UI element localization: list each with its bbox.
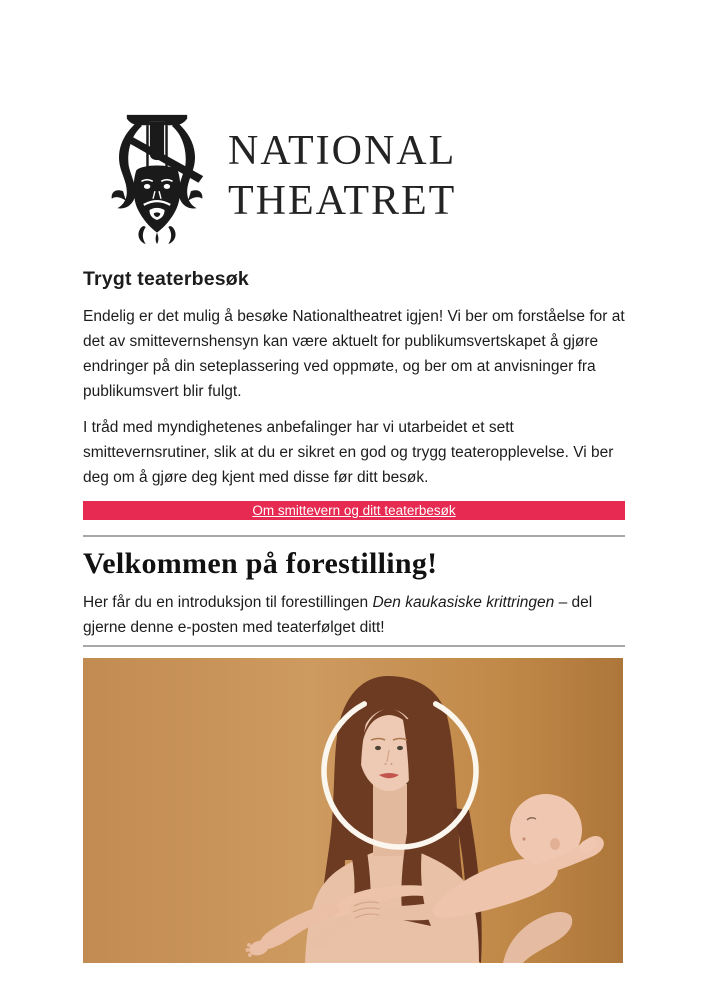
show-title: Den kaukasiske krittringen xyxy=(372,594,555,611)
performance-photo xyxy=(83,658,623,963)
nationaltheatret-mask-icon xyxy=(108,112,206,244)
smittevern-banner-link[interactable]: Om smittevern og ditt teaterbesøk xyxy=(83,501,625,520)
safe-visit-heading: Trygt teaterbesøk xyxy=(83,268,249,290)
welcome-heading: Velkommen på forestilling! xyxy=(83,547,438,580)
logo-line-1: NATIONAL xyxy=(228,128,457,174)
divider-top xyxy=(83,535,625,537)
logo-line-2: THEATRET xyxy=(228,178,457,224)
welcome-paragraph-post: – del gjerne denne e-posten med teaterfølget ditt! xyxy=(83,594,593,636)
performance-photo-illustration xyxy=(83,658,623,963)
divider-photo xyxy=(83,645,625,647)
logo-block xyxy=(108,0,625,244)
welcome-paragraph xyxy=(83,590,625,640)
safe-visit-paragraph-2: I tråd med myndighetenes anbefalinger har vi utarbeidet et sett smittevernsrutiner, slik at du er sikret en god og trygg teateropplevelse. Vi ber deg om å gjøre deg kjent med disse før ditt besøk. xyxy=(83,419,614,486)
safe-visit-paragraph-1: Endelig er det mulig å besøke Nationaltheatret igjen! Vi ber om forståelse for at det av smittevernshensyn kan være aktuelt for publikumsvertskapet å gjøre endringer på din seteplassering ved oppmøte, og ber om at anvisninger fra publikumsvert blir fulgt. xyxy=(83,308,625,400)
logo-wordmark xyxy=(228,126,456,226)
welcome-paragraph-pre: Her får du en introduksjon til forestillingen xyxy=(83,594,373,611)
